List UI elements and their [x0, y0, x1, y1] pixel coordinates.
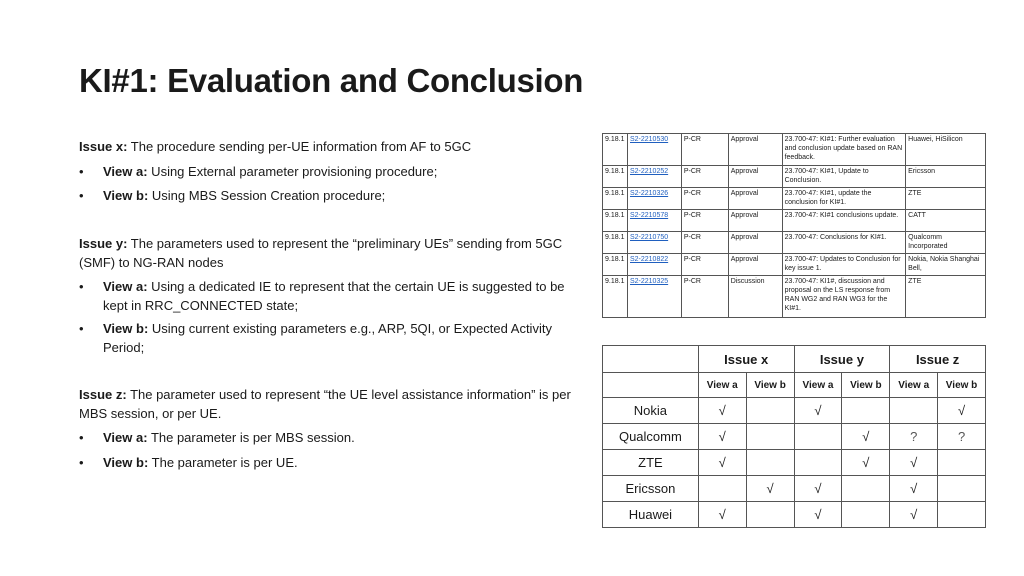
contribution-cell-for: Approval	[728, 188, 782, 210]
matrix-subheader-row	[603, 373, 986, 398]
issue-x-view-a-text: Using External parameter provisioning procedure;	[147, 164, 438, 179]
document-link[interactable]: S2-2210530	[629, 136, 669, 143]
contribution-cell-section: 9.18.1	[603, 232, 628, 254]
matrix-mark-cell: √	[698, 398, 746, 424]
contribution-cell-doc	[627, 254, 681, 276]
matrix-company-cell: ZTE	[603, 450, 699, 476]
matrix-mark-cell	[746, 502, 794, 528]
matrix-subheader-view: View a	[794, 373, 842, 398]
matrix-mark-cell: ?	[890, 424, 938, 450]
matrix-mark-cell: √	[698, 450, 746, 476]
matrix-mark-cell: √	[890, 502, 938, 528]
matrix-mark-cell	[794, 450, 842, 476]
issue-y-view-b-label: View b:	[103, 321, 149, 336]
issue-x-text: The procedure sending per-UE information from AF to 5GC	[127, 139, 472, 154]
matrix-row	[603, 424, 986, 450]
document-link[interactable]: S2-2210750	[629, 234, 669, 241]
matrix-header-issue-z: Issue z	[890, 346, 986, 373]
issue-y-view-b-text: Using current existing parameters e.g., ARP, 5QI, or Expected Activity Period;	[103, 321, 552, 355]
contribution-cell-doc	[627, 210, 681, 232]
matrix-subheader-view: View a	[698, 373, 746, 398]
matrix-subheader-view: View b	[938, 373, 986, 398]
contribution-cell-source: Ericsson	[906, 166, 986, 188]
contribution-cell-title: 23.700-47: KI1#, discussion and proposal on the LS response from RAN WG2 and RAN WG3 for the KI#1.	[782, 276, 906, 318]
contribution-cell-doc	[627, 134, 681, 166]
issue-x-view-a	[79, 162, 579, 181]
matrix-mark-cell: √	[794, 502, 842, 528]
contribution-cell-type: P-CR	[681, 232, 728, 254]
matrix-row	[603, 398, 986, 424]
matrix-mark-cell	[938, 502, 986, 528]
matrix-mark-cell: ?	[938, 424, 986, 450]
matrix-header-row	[603, 346, 986, 373]
contribution-cell-for: Approval	[728, 210, 782, 232]
matrix-row	[603, 476, 986, 502]
matrix-mark-cell: √	[842, 424, 890, 450]
matrix-header-issue-x: Issue x	[698, 346, 794, 373]
matrix-row	[603, 450, 986, 476]
document-link[interactable]: S2-2210252	[629, 168, 669, 175]
contribution-cell-doc	[627, 232, 681, 254]
matrix-mark-cell	[746, 398, 794, 424]
matrix-mark-cell: √	[746, 476, 794, 502]
issue-y-view-a-label: View a:	[103, 279, 148, 294]
contribution-cell-section: 9.18.1	[603, 210, 628, 232]
matrix-subheader-corner	[603, 373, 699, 398]
contribution-row	[603, 210, 986, 232]
matrix-mark-cell	[842, 398, 890, 424]
issue-x-view-b	[79, 186, 579, 205]
contribution-row	[603, 254, 986, 276]
contribution-cell-source: CATT	[906, 210, 986, 232]
bullet-dot: •	[79, 321, 84, 336]
contribution-cell-section: 9.18.1	[603, 276, 628, 318]
matrix-subheader-view: View b	[842, 373, 890, 398]
contribution-cell-for: Approval	[728, 134, 782, 166]
bullet-dot: •	[79, 164, 84, 179]
matrix-mark-cell	[938, 450, 986, 476]
contribution-row	[603, 276, 986, 318]
contribution-table	[602, 133, 986, 318]
bullet-dot: •	[79, 279, 84, 294]
contribution-cell-type: P-CR	[681, 134, 728, 166]
contribution-cell-section: 9.18.1	[603, 188, 628, 210]
contribution-cell-type: P-CR	[681, 276, 728, 318]
matrix-mark-cell: √	[890, 476, 938, 502]
matrix-mark-cell: √	[938, 398, 986, 424]
matrix-mark-cell: √	[698, 502, 746, 528]
contribution-cell-source: Qualcomm Incorporated	[906, 232, 986, 254]
issue-x-paragraph	[79, 137, 579, 156]
issue-z-view-b-text: The parameter is per UE.	[148, 455, 298, 470]
contribution-cell-source: Huawei, HiSilicon	[906, 134, 986, 166]
matrix-company-cell: Huawei	[603, 502, 699, 528]
matrix-mark-cell	[794, 424, 842, 450]
matrix-header-issue-y: Issue y	[794, 346, 890, 373]
document-link[interactable]: S2-2210326	[629, 190, 669, 197]
document-link[interactable]: S2-2210578	[629, 212, 669, 219]
contribution-row	[603, 166, 986, 188]
issue-z-view-b-label: View b:	[103, 455, 149, 470]
matrix-mark-cell	[842, 476, 890, 502]
issue-y-text: The parameters used to represent the “preliminary UEs” sending from 5GC (SMF) to NG-RAN nodes	[79, 236, 563, 270]
issue-y-paragraph	[79, 234, 579, 272]
issue-z-view-b	[79, 453, 579, 472]
matrix-mark-cell: √	[794, 476, 842, 502]
contribution-cell-title: 23.700-47: KI#1 conclusions update.	[782, 210, 906, 232]
contribution-cell-section: 9.18.1	[603, 254, 628, 276]
contribution-cell-for: Discussion	[728, 276, 782, 318]
issue-z-label: Issue z:	[79, 387, 127, 402]
issue-x-view-b-text: Using MBS Session Creation procedure;	[148, 188, 386, 203]
matrix-mark-cell	[698, 476, 746, 502]
matrix-company-cell: Nokia	[603, 398, 699, 424]
issue-z-paragraph	[79, 385, 579, 423]
contribution-cell-type: P-CR	[681, 166, 728, 188]
contribution-cell-title: 23.700-47: Updates to Conclusion for key issue 1.	[782, 254, 906, 276]
issue-x-view-b-label: View b:	[103, 188, 149, 203]
issue-x-label: Issue x:	[79, 139, 128, 154]
matrix-company-cell: Qualcomm	[603, 424, 699, 450]
matrix-mark-cell	[746, 424, 794, 450]
issue-x-view-a-label: View a:	[103, 164, 148, 179]
issue-y-view-b	[79, 319, 579, 357]
matrix-mark-cell: √	[890, 450, 938, 476]
contribution-cell-type: P-CR	[681, 254, 728, 276]
contribution-cell-title: 23.700-47: KI#1, update the conclusion for KI#1.	[782, 188, 906, 210]
matrix-corner-cell	[603, 346, 699, 373]
bullet-dot: •	[79, 455, 84, 470]
issue-z-view-a	[79, 428, 579, 447]
document-link[interactable]: S2-2210325	[629, 278, 669, 285]
matrix-row	[603, 502, 986, 528]
contribution-row	[603, 232, 986, 254]
matrix-mark-cell	[890, 398, 938, 424]
contribution-cell-for: Approval	[728, 254, 782, 276]
contribution-row	[603, 134, 986, 166]
issue-z-view-a-text: The parameter is per MBS session.	[147, 430, 355, 445]
contribution-cell-title: 23.700-47: KI#1, Update to Conclusion.	[782, 166, 906, 188]
document-link[interactable]: S2-2210822	[629, 256, 669, 263]
bullet-dot: •	[79, 188, 84, 203]
contribution-cell-section: 9.18.1	[603, 166, 628, 188]
matrix-mark-cell: √	[698, 424, 746, 450]
contribution-cell-title: 23.700-47: KI#1: Further evaluation and conclusion update based on RAN feedback.	[782, 134, 906, 166]
contribution-cell-source: ZTE	[906, 276, 986, 318]
contribution-cell-title: 23.700-47: Conclusions for KI#1.	[782, 232, 906, 254]
views-matrix-table	[602, 345, 986, 528]
contribution-cell-for: Approval	[728, 166, 782, 188]
issue-z-view-a-label: View a:	[103, 430, 148, 445]
contribution-cell-source: Nokia, Nokia Shanghai Bell,	[906, 254, 986, 276]
matrix-mark-cell	[938, 476, 986, 502]
contribution-cell-section: 9.18.1	[603, 134, 628, 166]
matrix-company-cell: Ericsson	[603, 476, 699, 502]
matrix-mark-cell: √	[794, 398, 842, 424]
contribution-cell-type: P-CR	[681, 210, 728, 232]
issue-y-label: Issue y:	[79, 236, 128, 251]
issue-y-view-a-text: Using a dedicated IE to represent that the certain UE is suggested to be kept in RRC_CONNECTED state;	[103, 279, 565, 313]
contribution-row	[603, 188, 986, 210]
matrix-mark-cell	[842, 502, 890, 528]
bullet-dot: •	[79, 430, 84, 445]
issue-y-view-a	[79, 277, 579, 315]
contribution-cell-doc	[627, 188, 681, 210]
matrix-mark-cell: √	[842, 450, 890, 476]
issue-z-text: The parameter used to represent “the UE level assistance information” is per MBS session, or per UE.	[79, 387, 571, 421]
contribution-cell-source: ZTE	[906, 188, 986, 210]
slide-title: KI#1: Evaluation and Conclusion	[79, 62, 584, 99]
matrix-mark-cell	[746, 450, 794, 476]
matrix-subheader-view: View a	[890, 373, 938, 398]
contribution-cell-doc	[627, 276, 681, 318]
matrix-subheader-view: View b	[746, 373, 794, 398]
contribution-cell-type: P-CR	[681, 188, 728, 210]
contribution-cell-for: Approval	[728, 232, 782, 254]
contribution-cell-doc	[627, 166, 681, 188]
